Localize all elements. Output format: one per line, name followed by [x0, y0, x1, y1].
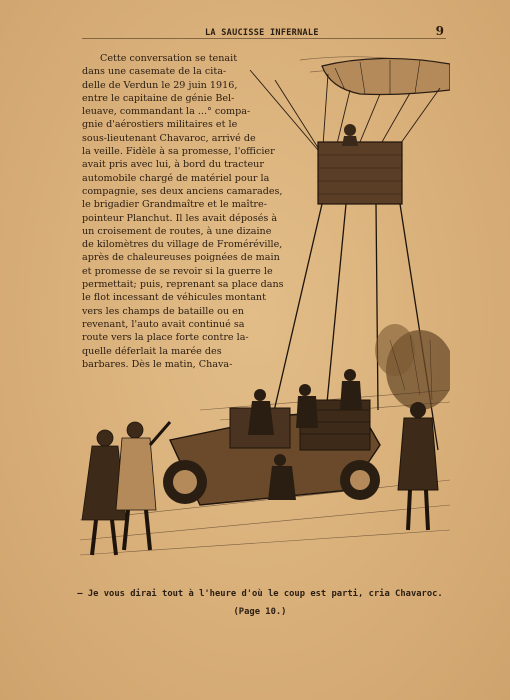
officers-group — [82, 422, 170, 555]
right-soldier — [398, 402, 438, 530]
text-line: compagnie, ses deux anciens camarades, — [82, 185, 283, 197]
text-line: avait pris avec lui, à bord du tracteur — [82, 159, 264, 171]
text-line: le brigadier Grandmaître et le maître- — [82, 199, 267, 211]
text-line: Cette conversation se tenait — [100, 53, 238, 64]
text-line: après de chaleureuses poignées de main — [82, 252, 280, 264]
text-line: route vers la place forte contre la- — [82, 332, 249, 344]
text-line: le flot incessant de véhicules montant — [82, 292, 266, 304]
running-title: LA SAUCISSE INFERNALE — [205, 28, 319, 38]
text-line: revenant, l'auto avait continué sa — [82, 318, 245, 330]
text-line: de kilomètres du village de Froméréville, — [82, 239, 283, 251]
text-line: leuave, commandant la ...° compa- — [82, 106, 251, 118]
illustration-page-ref: (Page 10.) — [233, 607, 287, 617]
balloon-basket — [318, 124, 402, 204]
text-line: sous-lieutenant Chavaroc, arrivé de — [82, 132, 256, 144]
text-line: gnie d'aérostiers militaires et le — [82, 119, 238, 131]
bushes — [375, 324, 450, 410]
illustration-caption: — Je vous dirai tout à l'heure d'où le coup est parti, cria Chavaroc. — [77, 589, 443, 599]
header-rule — [82, 38, 446, 39]
text-line: vers les champs de bataille ou en — [82, 305, 244, 317]
balloon-envelope — [322, 58, 450, 95]
text-line: pointeur Planchut. Il les avait déposés à — [82, 212, 278, 224]
text-line: quelle déferlait la marée des — [82, 345, 222, 357]
page-number: 9 — [435, 24, 444, 38]
text-line: la veille. Fidèle à sa promesse, l'officier — [82, 146, 275, 158]
body-text — [82, 52, 290, 371]
text-line: entre le capitaine de génie Bel- — [82, 92, 235, 104]
text-line: un croisement de routes, à une dizaine — [82, 225, 272, 237]
text-line: et promesse de se revoir si la guerre le — [82, 265, 273, 277]
text-line: permettait; puis, reprenant sa place dans — [82, 279, 284, 291]
text-line: automobile chargé de matériel pour la — [82, 172, 270, 184]
text-line: dans une casemate de la cita- — [82, 66, 227, 78]
text-line: delle de Verdun le 29 juin 1916, — [82, 79, 238, 91]
text-line: barbares. Dès le matin, Chava- — [82, 358, 233, 370]
